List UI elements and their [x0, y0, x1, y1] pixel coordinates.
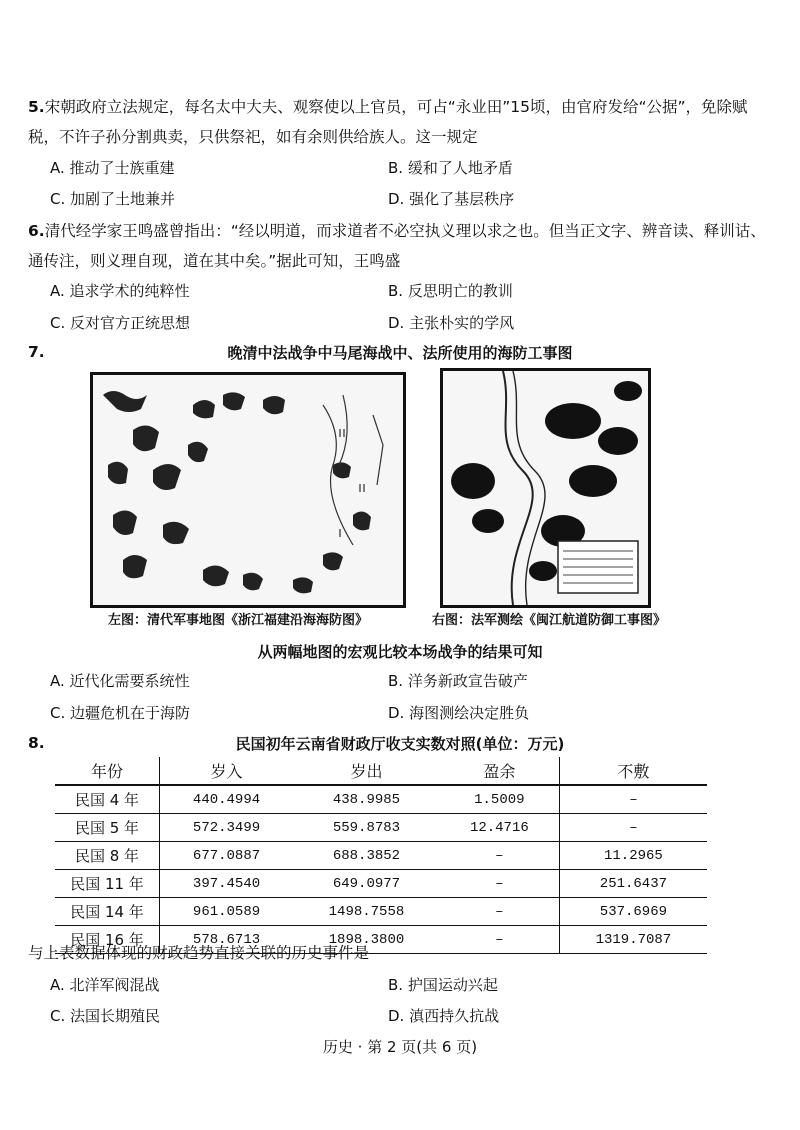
cell-surplus: – — [440, 926, 559, 954]
cell-expenditure: 559.8783 — [293, 814, 440, 842]
header-year: 年份 — [55, 757, 160, 785]
table-row — [55, 785, 707, 814]
q5-option-d[interactable]: D. 强化了基层秩序 — [388, 190, 515, 208]
cell-deficit: – — [559, 814, 707, 842]
q6-text: 清代经学家王鸣盛曾指出：“经以明道，而求道者不必空执义理以求之也。但当正文字、辨音读、释训诂、通传注，则义理自现，道在其中矣。”据此可知，王鸣盛 — [28, 222, 766, 270]
right-map-image — [440, 368, 651, 608]
river-fortification-map-icon — [443, 371, 648, 605]
left-map-image — [90, 372, 406, 608]
table-row — [55, 842, 707, 870]
q7-option-c[interactable]: C. 边疆危机在于海防 — [50, 704, 191, 722]
svg-text:‖‖: ‖‖ — [338, 428, 346, 437]
table-row — [55, 898, 707, 926]
q5-option-b[interactable]: B. 缓和了人地矛盾 — [388, 159, 513, 177]
q8-number: 8. — [28, 734, 45, 752]
header-revenue: 岁入 — [160, 757, 294, 785]
cell-year: 民国 11 年 — [55, 870, 160, 898]
cell-revenue: 397.4540 — [160, 870, 294, 898]
cell-surplus: 1.5009 — [440, 785, 559, 814]
cell-year: 民国 8 年 — [55, 842, 160, 870]
q6-option-a[interactable]: A. 追求学术的纯粹性 — [50, 282, 190, 300]
cell-revenue: 572.3499 — [160, 814, 294, 842]
cell-expenditure: 1498.7558 — [293, 898, 440, 926]
table-header-row — [55, 757, 707, 785]
table-row — [55, 870, 707, 898]
page-footer: 历史 · 第 2 页(共 6 页) — [322, 1038, 478, 1056]
q6-stem — [28, 216, 778, 276]
cell-surplus: – — [440, 898, 559, 926]
q7-option-d[interactable]: D. 海图测绘决定胜负 — [388, 704, 530, 722]
cell-year: 民国 16 年 — [55, 926, 160, 954]
cell-revenue: 578.6713 — [160, 926, 294, 954]
q6-option-c[interactable]: C. 反对官方正统思想 — [50, 314, 191, 332]
q8-option-c[interactable]: C. 法国长期殖民 — [50, 1007, 161, 1025]
cell-deficit: 1319.7087 — [559, 926, 707, 954]
cell-expenditure: 1898.3800 — [293, 926, 440, 954]
left-map-caption: 左图：清代军事地图《浙江福建沿海海防图》 — [108, 613, 369, 628]
header-expenditure: 岁出 — [293, 757, 440, 785]
q7-option-a[interactable]: A. 近代化需要系统性 — [50, 672, 190, 690]
q5-text: 宋朝政府立法规定，每名太中大夫、观察使以上官员，可占“永业田”15顷，由官府发给“公据”，免除赋税，不许子孙分割典卖，只供祭祀，如有余则供给族人。这一规定 — [28, 98, 748, 146]
cell-deficit: 537.6969 — [559, 898, 707, 926]
header-deficit: 不敷 — [559, 757, 707, 785]
cell-deficit: 251.6437 — [559, 870, 707, 898]
q6-option-d[interactable]: D. 主张朴实的学风 — [388, 314, 515, 332]
cell-year: 民国 4 年 — [55, 785, 160, 814]
cell-year: 民国 14 年 — [55, 898, 160, 926]
header-surplus: 盈余 — [440, 757, 559, 785]
cell-surplus: 12.4716 — [440, 814, 559, 842]
finance-table — [55, 757, 707, 954]
q8-question: 与上表数据体现的财政趋势直接关联的历史事件是 — [28, 944, 370, 962]
table-row — [55, 814, 707, 842]
cell-year: 民国 5 年 — [55, 814, 160, 842]
cell-revenue: 440.4994 — [160, 785, 294, 814]
q5-option-c[interactable]: C. 加剧了土地兼并 — [50, 190, 176, 208]
q8-option-b[interactable]: B. 护国运动兴起 — [388, 976, 498, 994]
cell-surplus: – — [440, 870, 559, 898]
q5-stem — [28, 92, 778, 152]
q6-option-b[interactable]: B. 反思明亡的教训 — [388, 282, 513, 300]
right-map-caption: 右图：法军测绘《闽江航道防御工事图》 — [432, 613, 667, 628]
q5-number: 5. — [28, 98, 45, 116]
q6-number: 6. — [28, 222, 45, 240]
q5-option-a[interactable]: A. 推动了士族重建 — [50, 159, 175, 177]
q8-table-title: 民国初年云南省财政厅收支实数对照(单位：万元) — [235, 735, 565, 753]
q7-option-b[interactable]: B. 洋务新政宣告破产 — [388, 672, 528, 690]
cell-expenditure: 438.9985 — [293, 785, 440, 814]
coastal-defense-map-icon — [93, 375, 403, 605]
q8-option-a[interactable]: A. 北洋军阀混战 — [50, 976, 160, 994]
svg-text:‖: ‖ — [338, 528, 342, 537]
cell-revenue: 961.0589 — [160, 898, 294, 926]
svg-text:‖‖: ‖‖ — [358, 483, 366, 492]
cell-revenue: 677.0887 — [160, 842, 294, 870]
cell-deficit: – — [559, 785, 707, 814]
cell-deficit: 11.2965 — [559, 842, 707, 870]
q7-title: 晚清中法战争中马尾海战中、法所使用的海防工事图 — [227, 344, 573, 362]
q8-option-d[interactable]: D. 滇西持久抗战 — [388, 1007, 500, 1025]
q7-question: 从两幅地图的宏观比较本场战争的结果可知 — [257, 643, 543, 661]
q7-number: 7. — [28, 343, 45, 361]
cell-expenditure: 649.0977 — [293, 870, 440, 898]
cell-expenditure: 688.3852 — [293, 842, 440, 870]
cell-surplus: – — [440, 842, 559, 870]
